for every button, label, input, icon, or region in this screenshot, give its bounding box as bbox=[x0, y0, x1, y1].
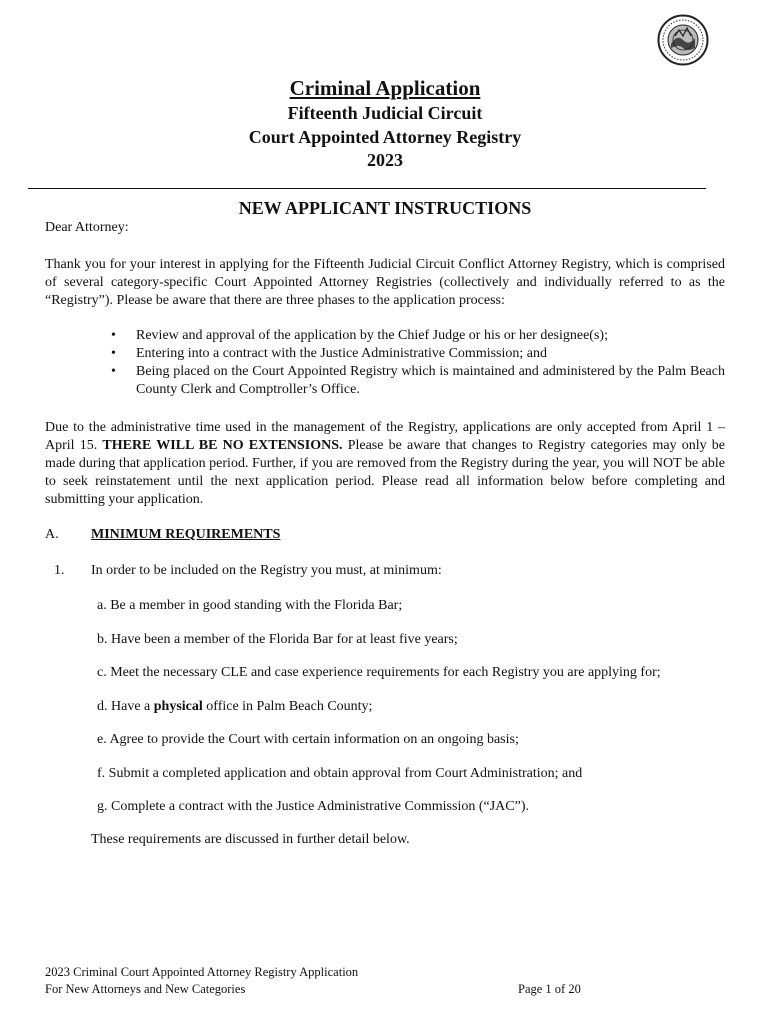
deadline-paragraph bbox=[45, 419, 725, 509]
registry-name: Court Appointed Attorney Registry bbox=[248, 127, 522, 147]
requirement-d-text-end: office in Palm Beach County; bbox=[202, 699, 373, 714]
bullet-icon: • bbox=[111, 346, 116, 361]
bullet-icon: • bbox=[111, 328, 116, 343]
no-extensions-notice: THERE WILL BE NO EXTENSIONS. bbox=[102, 438, 343, 453]
requirement-e: e. Agree to provide the Court with certain information on an ongoing basis; bbox=[97, 732, 519, 747]
section-heading: NEW APPLICANT INSTRUCTIONS bbox=[238, 198, 532, 218]
header-divider bbox=[28, 188, 706, 189]
requirement-d-text: d. Have a bbox=[97, 699, 154, 714]
footer-subtitle: For New Attorneys and New Categories bbox=[45, 982, 246, 996]
deadline-text-continued: Please be aware that changes to Registry categories may only be made during that application period. Further, if you are removed from the Registry during the year, you will NOT be able to seek reinstatement until the next application period. Please read all information below before completing and submitting your application. bbox=[45, 438, 726, 507]
intro-paragraph: Thank you for your interest in applying for the Fifteenth Judicial Circuit Conflict Attorney Registry, which is comprised of several category-specific Court Appointed Attorney Registries (collectively and individually referred to as the “Registry”). Please be aware that there are three phases to the application process: bbox=[45, 257, 725, 308]
phase-list bbox=[111, 327, 725, 399]
phase-text: Entering into a contract with the Justice Administrative Commission; and bbox=[136, 346, 547, 361]
requirement-a: a. Be a member in good standing with the Florida Bar; bbox=[97, 598, 403, 613]
requirement-b: b. Have been a member of the Florida Bar for at least five years; bbox=[97, 632, 458, 647]
bullet-icon: • bbox=[111, 364, 116, 379]
item-text: In order to be included on the Registry you must, at minimum: bbox=[91, 563, 442, 578]
list-item bbox=[111, 363, 725, 399]
requirement-d-emphasis: physical bbox=[153, 699, 203, 714]
closing-note: These requirements are discussed in further detail below. bbox=[91, 832, 410, 847]
list-item bbox=[111, 327, 725, 345]
phase-text: Being placed on the Court Appointed Registry which is maintained and administered by the Palm Beach County Clerk and Comptroller’s Office. bbox=[136, 364, 725, 397]
registry-year: 2023 bbox=[367, 150, 403, 170]
court-seal-icon bbox=[657, 14, 709, 66]
circuit-name: Fifteenth Judicial Circuit bbox=[287, 103, 483, 123]
section-a-letter: A. bbox=[45, 527, 59, 542]
requirement-d bbox=[97, 698, 372, 716]
item-number: 1. bbox=[54, 563, 65, 578]
requirement-g: g. Complete a contract with the Justice Administrative Commission (“JAC”). bbox=[97, 799, 529, 814]
section-a-title: MINIMUM REQUIREMENTS bbox=[91, 527, 281, 542]
list-item bbox=[111, 345, 725, 363]
footer-title: 2023 Criminal Court Appointed Attorney Registry Application bbox=[45, 965, 359, 979]
requirement-c: c. Meet the necessary CLE and case experience requirements for each Registry you are applying for; bbox=[97, 665, 661, 680]
phase-text: Review and approval of the application by the Chief Judge or his or her designee(s); bbox=[136, 328, 608, 343]
page-number: Page 1 of 20 bbox=[518, 982, 581, 996]
deadline-text: Due to the administrative time used in the management of the Registry, applications are only accepted from April 1 – April 15. bbox=[45, 420, 725, 453]
requirement-f: f. Submit a completed application and obtain approval from Court Administration; and bbox=[97, 766, 583, 781]
document-title: Criminal Application bbox=[289, 76, 481, 100]
greeting: Dear Attorney: bbox=[45, 220, 129, 235]
